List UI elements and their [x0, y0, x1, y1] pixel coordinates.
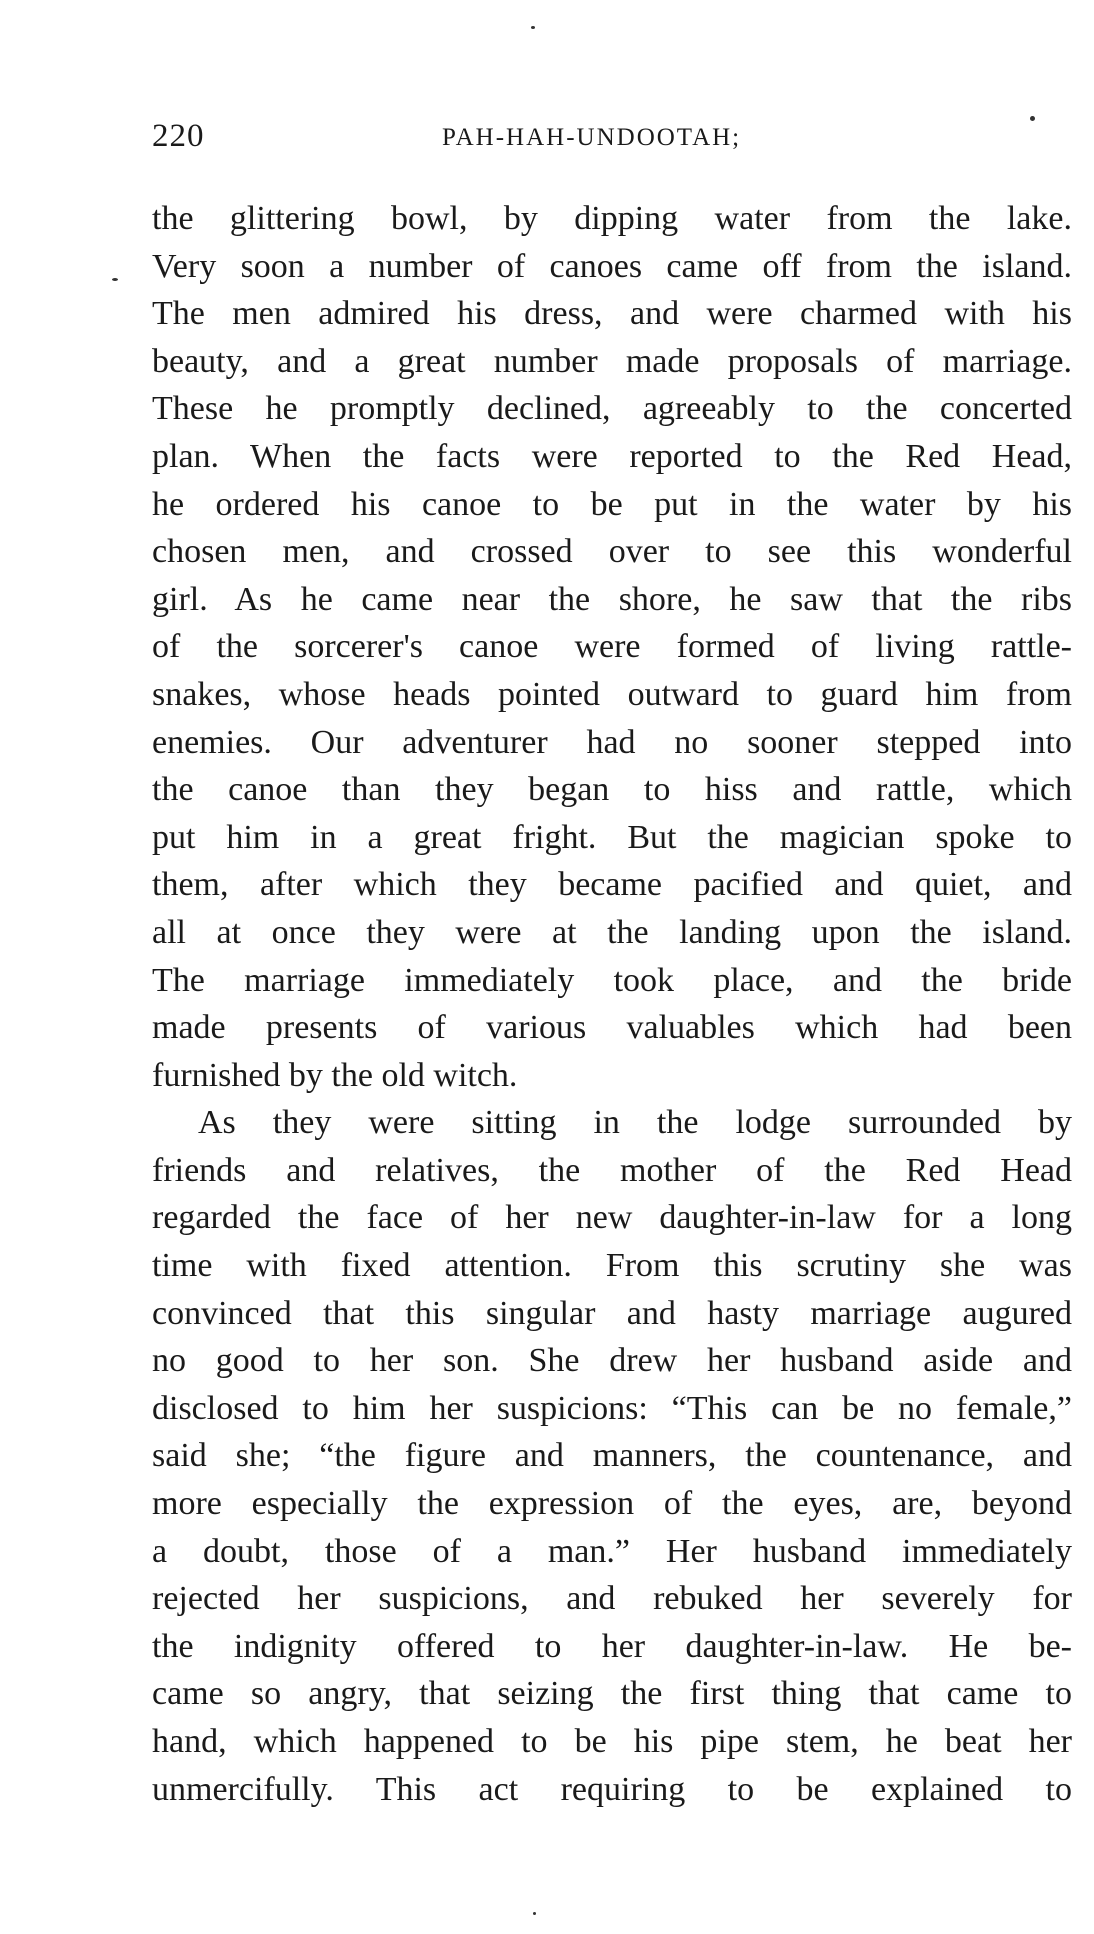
text-line: hand, which happened to be his pipe stem, he beat her: [152, 1723, 1072, 1760]
text-line: disclosed to him her suspicions: “This can be no female,”: [152, 1389, 1072, 1427]
text-line: he ordered his canoe to be put in the water by his: [152, 485, 1072, 523]
text-line: The marriage immediately took place, and the bride: [152, 961, 1072, 999]
text-line: As they were sitting in the lodge surrounded by: [198, 1104, 1072, 1142]
text-line: enemies. Our adventurer had no sooner stepped into: [152, 723, 1072, 761]
text-line: made presents of various valuables which had been: [152, 1009, 1072, 1047]
print-speck: [1030, 116, 1035, 121]
paragraph-1: [152, 195, 1072, 1099]
running-head: PAH-HAH-UNDOOTAH;: [442, 124, 742, 151]
text-line: Very soon a number of canoes came off from the island.: [152, 247, 1072, 285]
text-line: them, after which they became pacified and quiet, and: [152, 866, 1072, 904]
text-line: time with fixed attention. From this scrutiny she was: [152, 1247, 1072, 1285]
print-speck: [533, 1912, 536, 1915]
text-line: convinced that this singular and hasty marriage augured: [152, 1294, 1072, 1332]
text-line: The men admired his dress, and were charmed with his: [152, 295, 1072, 333]
text-line: chosen men, and crossed over to see this wonderful: [152, 533, 1072, 571]
text-line: unmercifully. This act requiring to be explained to: [152, 1770, 1072, 1808]
print-speck: [112, 278, 118, 281]
text-line: the indignity offered to her daughter-in-law. He be-: [152, 1627, 1072, 1665]
text-line: friends and relatives, the mother of the Red Head: [152, 1151, 1072, 1189]
text-line: came so angry, that seizing the first thing that came to: [152, 1675, 1072, 1713]
page-header: [152, 118, 1072, 158]
page-number: 220: [152, 118, 205, 154]
text-line: the canoe than they began to hiss and rattle, which: [152, 771, 1072, 809]
text-line: snakes, whose heads pointed outward to guard him from: [152, 675, 1072, 713]
text-line: girl. As he came near the shore, he saw that the ribs: [152, 580, 1072, 618]
text-line: beauty, and a great number made proposals of marriage.: [152, 342, 1072, 380]
body-text: [152, 195, 1072, 1813]
paragraph-2: [152, 1099, 1072, 1813]
text-line: of the sorcerer's canoe were formed of living rattle-: [152, 628, 1072, 666]
text-line: all at once they were at the landing upon the island.: [152, 913, 1072, 951]
text-line: more especially the expression of the eyes, are, beyond: [152, 1485, 1072, 1523]
text-line: rejected her suspicions, and rebuked her severely for: [152, 1580, 1072, 1618]
text-line: furnished by the old witch.: [152, 1056, 518, 1094]
text-line: put him in a great fright. But the magician spoke to: [152, 818, 1072, 856]
text-line: regarded the face of her new daughter-in-law for a long: [152, 1199, 1072, 1237]
print-speck: [531, 26, 535, 29]
text-line: a doubt, those of a man.” Her husband immediately: [152, 1532, 1072, 1570]
text-line: no good to her son. She drew her husband aside and: [152, 1342, 1072, 1380]
text-line: These he promptly declined, agreeably to the concerted: [152, 390, 1072, 428]
text-line: said she; “the figure and manners, the countenance, and: [152, 1437, 1072, 1475]
text-line: the glittering bowl, by dipping water from the lake.: [152, 200, 1072, 237]
text-line: plan. When the facts were reported to the Red Head,: [152, 437, 1072, 475]
